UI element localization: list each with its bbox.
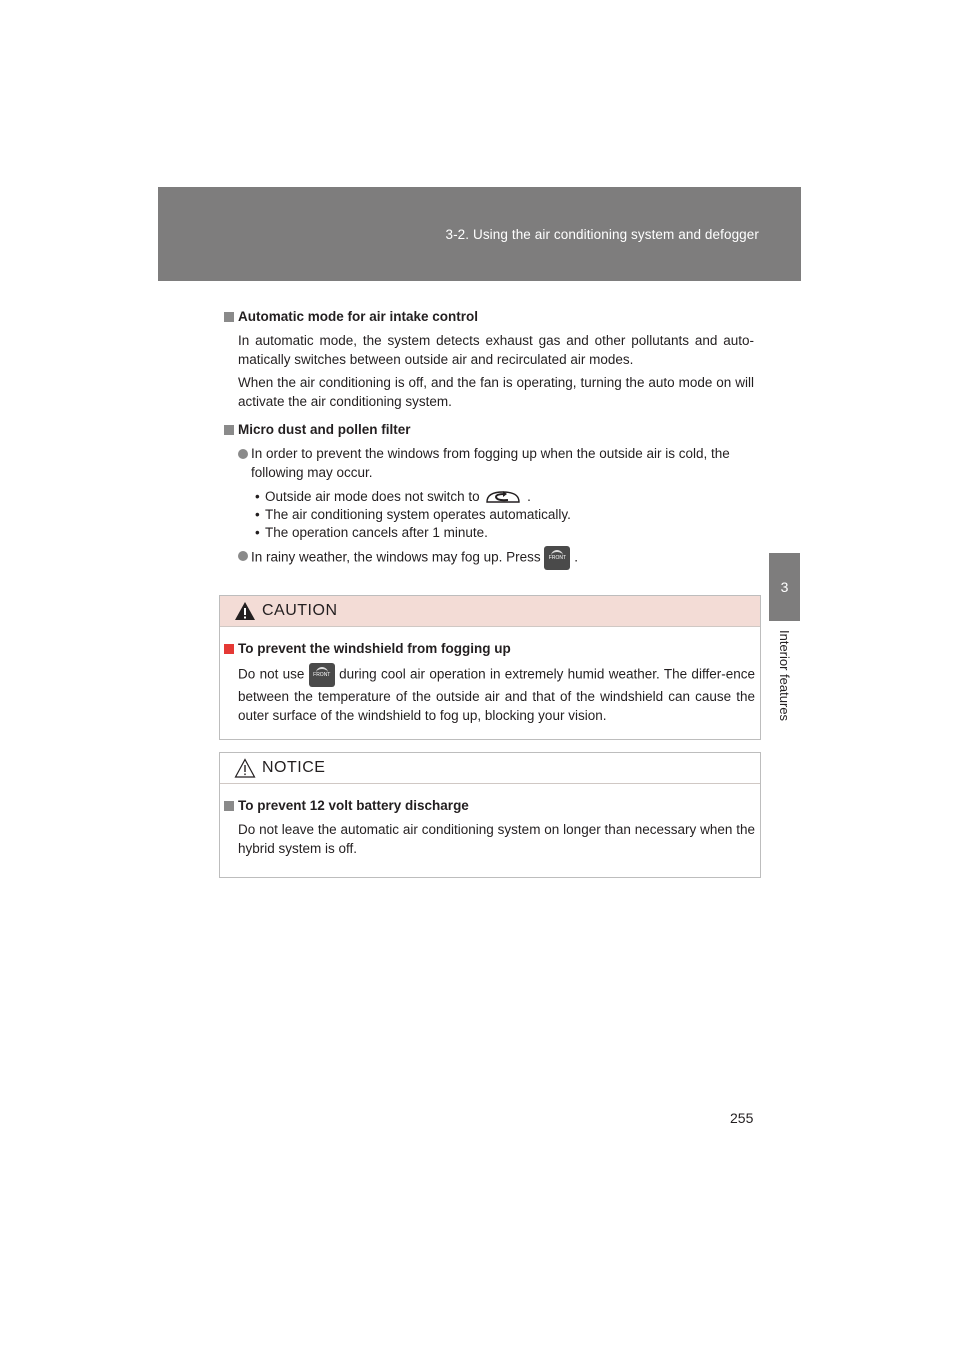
- square-bullet-icon: [224, 644, 234, 654]
- square-bullet-icon: [224, 801, 234, 811]
- caution-box: [219, 595, 761, 740]
- chapter-header: [158, 187, 801, 281]
- section-heading: Automatic mode for air intake control: [224, 309, 754, 324]
- paragraph: When the air conditioning is off, and the fan is operating, turning the auto mode on will activate the air conditioning system.: [238, 375, 754, 409]
- caution-label: CAUTION: [262, 602, 338, 619]
- warning-triangle-icon: [234, 601, 256, 621]
- front-defogger-button-icon: FRONT: [309, 663, 335, 687]
- notice-label: NOTICE: [262, 759, 326, 776]
- chapter-title: 3-2. Using the air conditioning system and defogger: [445, 227, 759, 242]
- round-bullet-icon: [238, 551, 248, 561]
- round-bullet-icon: [238, 449, 248, 459]
- recirculated-air-icon: [483, 488, 523, 506]
- square-bullet-icon: [224, 312, 234, 322]
- main-content: [224, 309, 754, 574]
- list-item: In rainy weather, the windows may fog up. Press FRONT .: [224, 546, 754, 570]
- notice-header: [220, 753, 760, 784]
- paragraph: In automatic mode, the system detects exhaust gas and other pollutants and auto-matically switches between outside air and recirculated air modes.: [238, 333, 754, 367]
- square-bullet-icon: [224, 425, 234, 435]
- front-defogger-button-icon: FRONT: [544, 546, 570, 570]
- chapter-tab: 3: [769, 553, 800, 621]
- sub-list-item: • Outside air mode does not switch to .: [224, 488, 754, 506]
- list-item: In order to prevent the windows from fogging up when the outside air is cold, the following may occur.: [224, 444, 754, 482]
- page-number: 255: [730, 1110, 754, 1126]
- section-heading: Micro dust and pollen filter: [224, 422, 754, 437]
- notice-text: Do not leave the automatic air conditioning system on longer than necessary when the hybrid system is off.: [238, 822, 755, 856]
- caution-header: [220, 596, 760, 627]
- notice-heading: To prevent 12 volt battery discharge: [224, 798, 755, 813]
- sub-list-item: • The air conditioning system operates automatically.: [255, 507, 571, 523]
- warning-triangle-outline-icon: [234, 758, 256, 778]
- caution-heading: To prevent the windshield from fogging up: [224, 641, 755, 656]
- notice-box: [219, 752, 761, 878]
- sub-list-item: • The operation cancels after 1 minute.: [255, 525, 488, 541]
- caution-text: Do not use FRONT during cool air operation in extremely humid weather. The differ-ence between the temperature of the outside air and that of the windshield can cause the outer surface of the windshield to fog up, blocking your vision.: [238, 663, 755, 725]
- chapter-tab-label: Interior features: [777, 630, 792, 722]
